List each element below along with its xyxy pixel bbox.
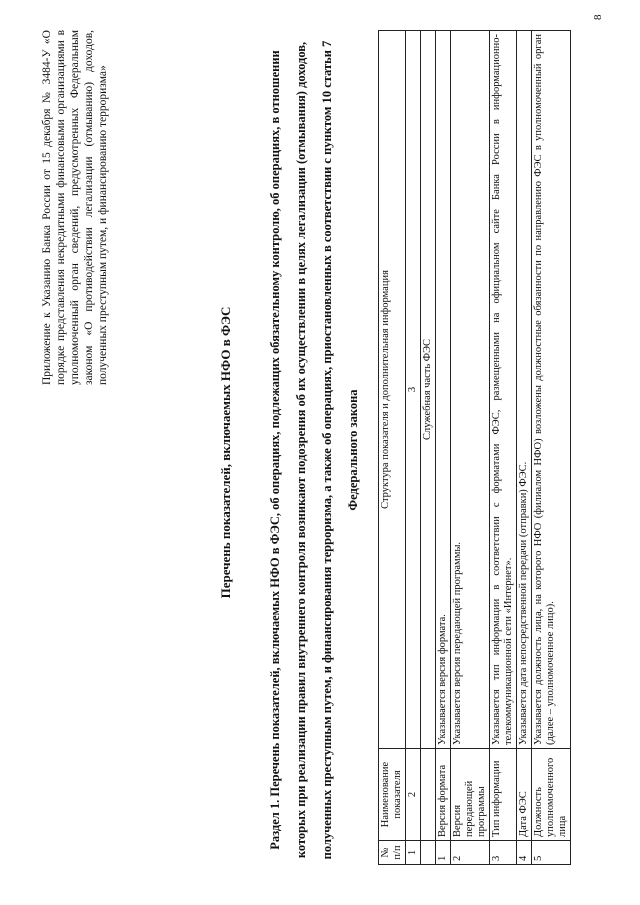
row-num: 2 — [451, 841, 490, 865]
column-number-row — [406, 31, 421, 865]
table-header-row — [379, 31, 406, 865]
row-num: 3 — [490, 841, 517, 865]
table-row — [490, 31, 517, 865]
header-name: Наименование показателя — [379, 749, 406, 841]
row-info: Указывается должность лица, на которого НФО (филиалом НФО) возложены должностные обязанности по направлению ФЭС в уполномоченный орган (далее – уполномоченное лицо). — [532, 31, 571, 749]
group-label: Служебная часть ФЭС — [421, 31, 436, 749]
page-title: Перечень показателей, включаемых НФО в ФЭС — [218, 306, 233, 599]
row-info: Указывается дата непосредственной передачи (отправки) ФЭС. — [517, 31, 532, 749]
header-num: № п/п — [379, 841, 406, 865]
col-number: 3 — [406, 31, 421, 749]
appendix-note: Приложение к Указанию Банка России от 15 декабря № 3484-У «О порядке представления некредитными финансовыми организациями в уполномоченный орган сведений, предусмотренных Федеральным законом «О противодействии легализации (отмыванию) доходов, полученных преступным путем, и финансированию терроризма» — [41, 30, 109, 385]
row-name: Тип информации — [490, 749, 517, 841]
indicators-table — [378, 30, 571, 865]
row-info: Указывается тип информации в соответствии с форматами ФЭС, размещенными на официальном сайте Банка России в информационно-телекоммуникационной сети «Интернет». — [490, 31, 517, 749]
section-heading: Раздел 1. Перечень показателей, включаемых НФО в ФЭС, об операциях, подлежащих обязательному контролю, об операциях, в отношении которых при реализации правил внутреннего контроля возникают подозрения об их осуществлении в целях легализации (отмывания) доходов, полученных преступным путем, и финансирования терроризма, а также об операциях, приостановленных в соответствии с пунктом 10 статьи 7 Федерального закона — [268, 40, 360, 860]
row-name: Версия передающей программы — [451, 749, 490, 841]
col-number: 2 — [406, 749, 421, 841]
page-number: 8 — [592, 14, 604, 20]
row-name: Версия формата — [436, 749, 451, 841]
table-row — [436, 31, 451, 865]
table-row — [517, 31, 532, 865]
group-row — [421, 31, 436, 865]
row-name: Должность уполномоченного лица — [532, 749, 571, 841]
row-info: Указывается версия передающей программы. — [451, 31, 490, 749]
table-row — [532, 31, 571, 865]
col-number: 1 — [406, 841, 421, 865]
row-info: Указывается версия формата. — [436, 31, 451, 749]
row-name: Дата ФЭС — [517, 749, 532, 841]
row-num: 4 — [517, 841, 532, 865]
header-info: Структура показателя и дополнительная информация — [379, 31, 406, 749]
row-num: 5 — [532, 841, 571, 865]
table-row — [451, 31, 490, 865]
row-num: 1 — [436, 841, 451, 865]
